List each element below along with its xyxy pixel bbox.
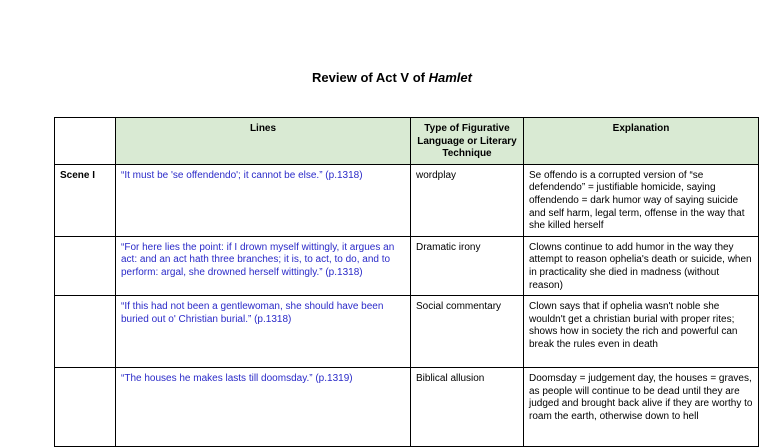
line-cell: “The houses he makes lasts till doomsday.” (p.1319) [116, 368, 411, 447]
scene-cell [55, 236, 116, 295]
line-cell: “For here lies the point: if I drown myself wittingly, it argues an act: and an act hath three branches; it is, to act, to do, and to perform: argal, she drowned herself wittingly.” (p.1318) [116, 236, 411, 295]
scene-cell [55, 368, 116, 447]
explanation-cell: Doomsday = judgement day, the houses = graves, as people will continue to be dead until they are judged and brought back alive if they are worthy to roam the earth, otherwise down to hell [524, 368, 759, 447]
header-explanation: Explanation [524, 118, 759, 165]
document-title-prefix: Review of Act V of [312, 70, 429, 85]
table-header-row [55, 118, 759, 165]
table-row [55, 368, 759, 447]
explanation-cell: Clown says that if ophelia wasn't noble she wouldn't get a christian burial with proper rites; shows how in society the rich and powerful can break the rules even in death [524, 296, 759, 368]
technique-cell: wordplay [411, 164, 524, 236]
table-row [55, 236, 759, 295]
table-row [55, 296, 759, 368]
line-cell: “If this had not been a gentlewoman, she should have been buried out o' Christian burial.” (p.1318) [116, 296, 411, 368]
explanation-cell: Se offendo is a corrupted version of “se defendendo” = justifiable homicide, saying offendendo = dark humor way of saying suicide and self harm, legal term, offense in the way that she killed herself [524, 164, 759, 236]
scene-cell: Scene I [55, 164, 116, 236]
line-cell: “It must be 'se offendendo'; it cannot be else.” (p.1318) [116, 164, 411, 236]
technique-cell: Social commentary [411, 296, 524, 368]
header-scene [55, 118, 116, 165]
header-technique: Type of Figurative Language or Literary Technique [411, 118, 524, 165]
explanation-cell: Clowns continue to add humor in the way they attempt to reason ophelia's death or suicide, when in practicality she died in madness (without reason) [524, 236, 759, 295]
scene-cell [55, 296, 116, 368]
review-table [54, 117, 759, 447]
technique-cell: Dramatic irony [411, 236, 524, 295]
technique-cell: Biblical allusion [411, 368, 524, 447]
table-row [55, 164, 759, 236]
header-lines: Lines [116, 118, 411, 165]
document-title [0, 70, 784, 86]
document-title-work: Hamlet [428, 70, 472, 85]
